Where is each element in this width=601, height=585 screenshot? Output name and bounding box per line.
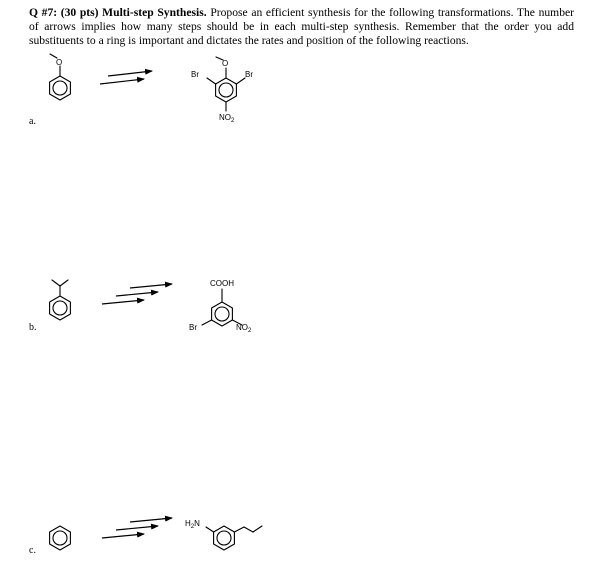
part-a-nitro: $NO_2$ [219, 113, 235, 124]
part-c-amino: $H_2N$ [185, 519, 200, 530]
svg-text:O: O [222, 59, 229, 68]
part-b-bromo: Br [189, 323, 197, 332]
part-b-nitro: $NO_2$ [236, 323, 252, 334]
part-a-arrows [100, 71, 152, 84]
part-a-bromo-left: Br [191, 70, 199, 79]
part-a-product-molecule [191, 57, 253, 124]
part-b-product-molecule [189, 279, 252, 334]
part-a-start-molecule [50, 54, 71, 100]
part-a-arrow-2 [100, 79, 144, 84]
part-c-start-molecule [50, 526, 71, 550]
part-c-label: c. [29, 545, 36, 556]
part-c-arrow-2 [116, 526, 158, 530]
part-b-carboxylic-acid: COOH [210, 279, 234, 288]
part-b-arrow-3 [102, 300, 144, 304]
part-c-product-molecule [185, 519, 262, 550]
part-b-arrow-2 [116, 292, 158, 296]
part-a-label: a. [29, 116, 36, 127]
part-b-arrow-1 [130, 284, 172, 288]
part-a-arrow-1 [108, 71, 152, 76]
part-a-start-oxygen: O [56, 58, 63, 67]
part-a-bromo-right: Br [245, 70, 253, 79]
question-body: Propose an efficient synthesis for the following transformations. The number of arrows implies how many steps should be in each multi-step synthesis. Remember that the order you add substituents to a ring is important and dictates the rates and position of the following reactions. [29, 6, 574, 47]
question-heading: Q #7: (30 pts) Multi-step Synthesis. [29, 6, 207, 19]
part-b-start-molecule [50, 280, 71, 320]
part-c-arrow-1 [130, 518, 172, 522]
part-c-arrow-3 [102, 534, 144, 538]
part-b-arrows [102, 284, 172, 304]
part-b-label: b. [29, 322, 37, 333]
part-c-arrows [102, 518, 172, 538]
